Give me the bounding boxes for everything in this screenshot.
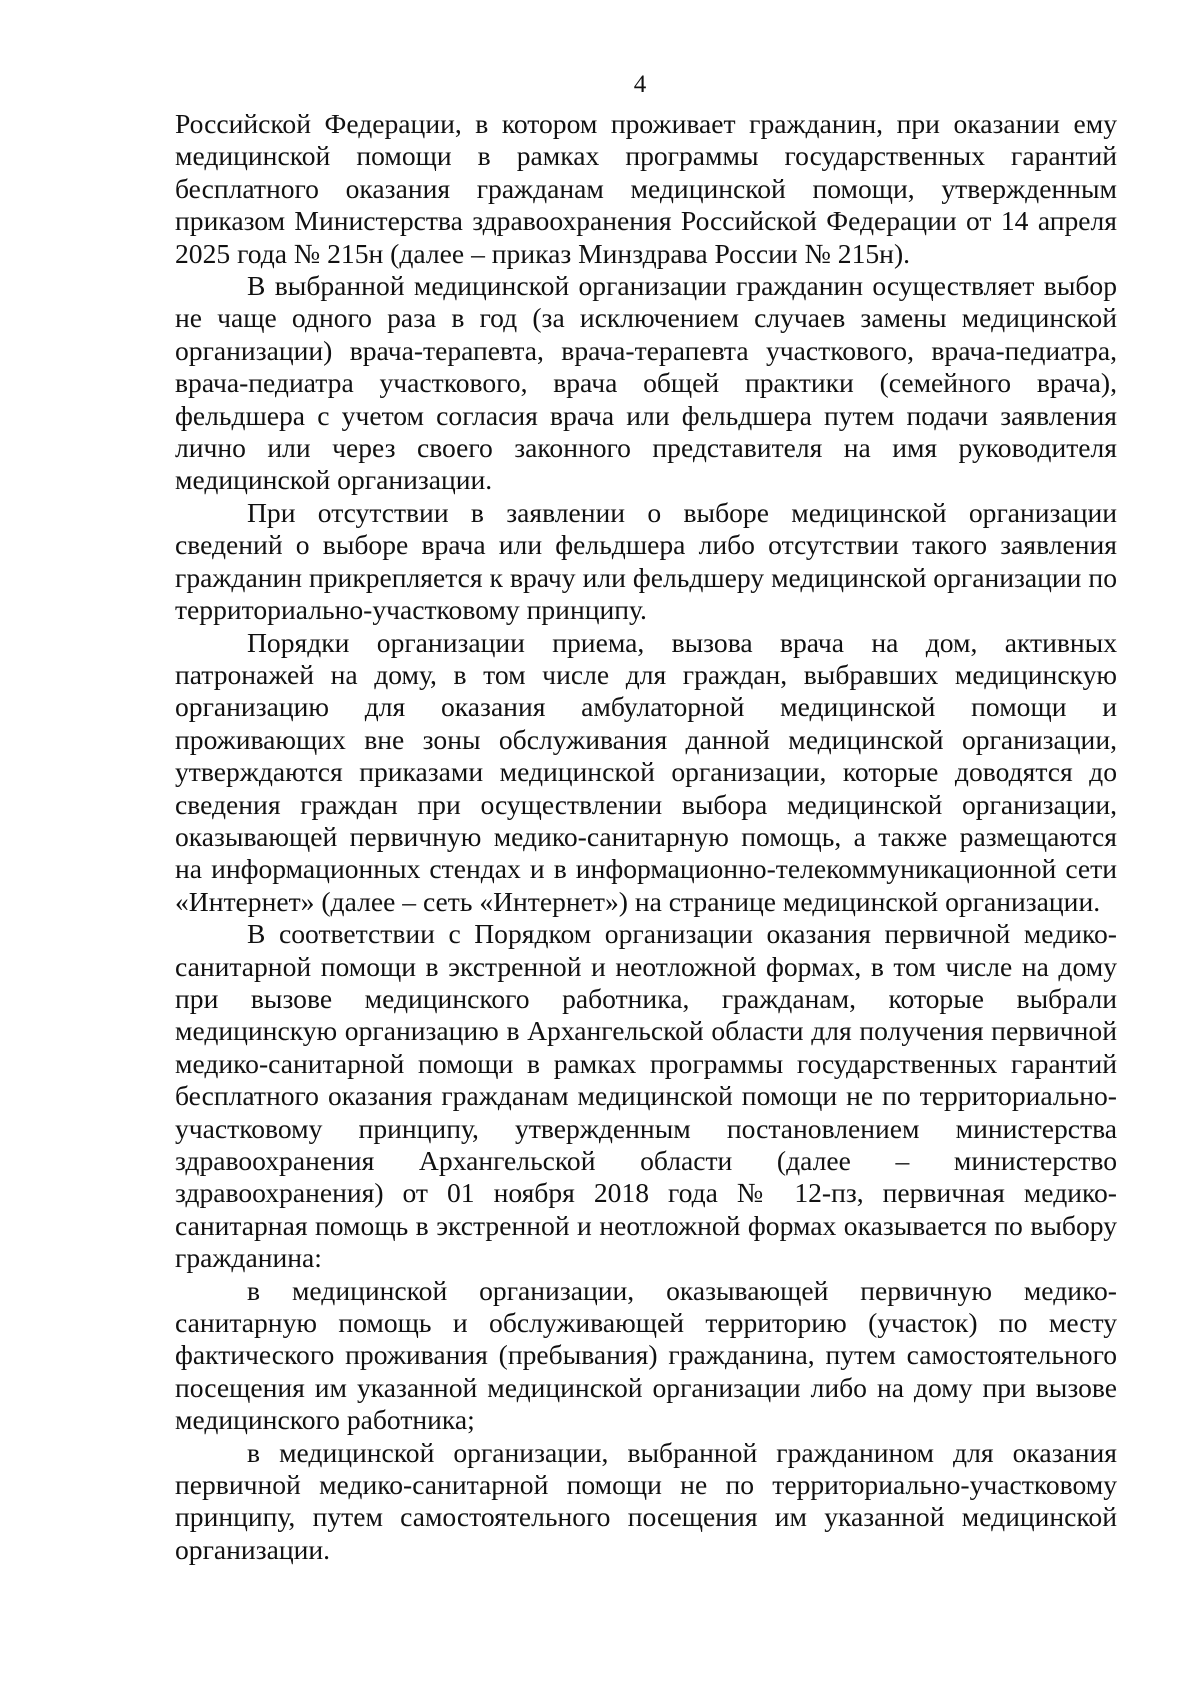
paragraph-7: в медицинской организации, выбранной гражданином для оказания первичной медико-санитарной помощи не по территориально-участковому принципу, путем самостоятельного посещения им указанной медицинской организации. xyxy=(175,1436,1117,1565)
document-body xyxy=(175,108,1117,1566)
paragraph-5: В соответствии с Порядком организации оказания первичной медико-санитарной помощи в экстренной и неотложной формах, в том числе на дому при вызове медицинского работника, гражданам, которые выбрали медицинскую организацию в Архангельской области для получения первичной медико-санитарной помощи в рамках программы государственных гарантий бесплатного оказания гражданам медицинской помощи не по территориально-участковому принципу, утвержденным постановлением министерства здравоохранения Архангельской области (далее – министерство здравоохранения) от 01 ноября 2018 года № 12-пз, первичная медико-санитарная помощь в экстренной и неотложной формах оказывается по выбору гражданина: xyxy=(175,918,1117,1274)
paragraph-1: Российской Федерации, в котором проживает гражданин, при оказании ему медицинской помощи в рамках программы государственных гарантий бесплатного оказания гражданам медицинской помощи, утвержденным приказом Министерства здравоохранения Российской Федерации от 14 апреля 2025 года № 215н (далее – приказ Минздрава России № 215н). xyxy=(175,108,1117,269)
paragraph-6: в медицинской организации, оказывающей первичную медико-санитарную помощь и обслуживающей территорию (участок) по месту фактического проживания (пребывания) гражданина, путем самостоятельного посещения им указанной медицинской организации либо на дому при вызове медицинского работника; xyxy=(175,1274,1117,1436)
paragraph-2: В выбранной медицинской организации гражданин осуществляет выбор не чаще одного раза в год (за исключением случаев замены медицинской организации) врача-терапевта, врача-терапевта участкового, врача-педиатра, врача-педиатра участкового, врача общей практики (семейного врача), фельдшера с учетом согласия врача или фельдшера путем подачи заявления лично или через своего законного представителя на имя руководителя медицинской организации. xyxy=(175,270,1117,496)
paragraph-4: Порядки организации приема, вызова врача на дом, активных патронажей на дому, в том числе для граждан, выбравших медицинскую организацию для оказания амбулаторной медицинской помощи и проживающих вне зоны обслуживания данной медицинской организации, утверждаются приказами медицинской организации, которые доводятся до сведения граждан при осуществлении выбора медицинской организации, оказывающей первичную медико-санитарную помощь, а также размещаются на информационных стендах и в информационно-телекоммуникационной сети «Интернет» (далее – сеть «Интернет») на странице медицинской организации. xyxy=(175,626,1117,917)
page-number: 4 xyxy=(633,71,647,98)
paragraph-3: При отсутствии в заявлении о выборе медицинской организации сведений о выборе врача или фельдшера либо отсутствии такого заявления гражданин прикрепляется к врачу или фельдшеру медицинской организации по территориально-участковому принципу. xyxy=(175,496,1117,626)
